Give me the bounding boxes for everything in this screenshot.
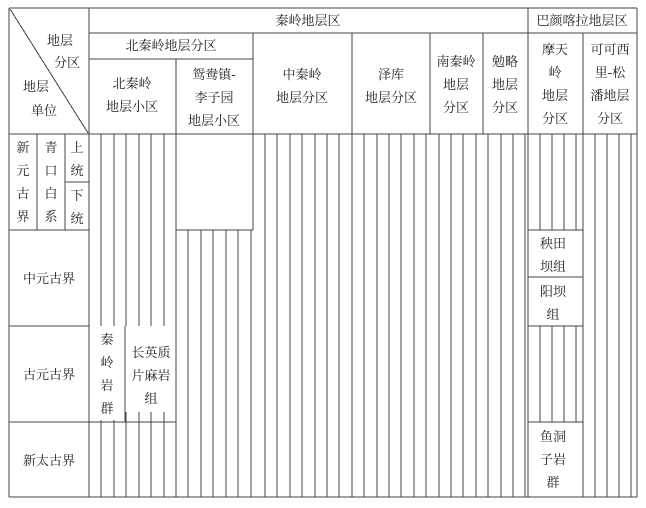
col-zeku-2: 地层分区: [364, 91, 418, 106]
qinling-group-char-4: 群: [100, 402, 114, 417]
col-north-small-2: 地层小区: [105, 100, 159, 115]
region-qinling-header: 秦岭地层区: [275, 14, 341, 29]
neoproterozoic-char-3: 古: [16, 187, 30, 202]
col-mianlue-2: 地层: [491, 78, 519, 93]
col-north-small-1: 北秦岭: [112, 77, 152, 92]
paleoproterozoic-label: 古元古界: [22, 368, 76, 383]
qingbaikou-char-3: 白: [44, 187, 58, 202]
yangtianba-line-2: 坝组: [539, 260, 567, 275]
yangba-line-1: 阳坝: [539, 285, 567, 300]
qinling-group-char-3: 岩: [100, 379, 114, 394]
changying-line-1: 长英质: [131, 346, 171, 361]
qingbaikou-char-1: 青: [44, 141, 58, 156]
subregion-north-header: 北秦岭地层分区: [125, 39, 217, 54]
col-mianlue-3: 分区: [491, 101, 519, 116]
col-motian-2: 岭: [548, 66, 562, 81]
corner-top-label-2: 分区: [53, 56, 81, 71]
mesoproterozoic-label: 中元古界: [22, 272, 76, 287]
col-kekexili-3: 潘地层: [590, 89, 630, 104]
yudongzi-line-1: 鱼洞: [539, 430, 567, 445]
col-kekexili-2: 里-松: [594, 66, 626, 81]
neoarchean-label: 新太古界: [22, 454, 76, 469]
col-yuanyang-2: 李子园: [194, 91, 234, 106]
col-motian-3: 地层: [541, 89, 569, 104]
col-middle-1: 中秦岭: [282, 68, 322, 83]
col-yuanyang-3: 地层小区: [187, 114, 241, 129]
col-south-1: 南秦岭: [436, 55, 476, 70]
col-south-3: 分区: [442, 101, 470, 116]
col-motian-1: 摩天: [541, 43, 569, 58]
col-kekexili-4: 分区: [596, 112, 624, 127]
qinling-group-char-2: 岭: [100, 356, 114, 371]
yangba-line-2: 组: [546, 308, 560, 323]
col-south-2: 地层: [442, 78, 470, 93]
yudongzi-line-2: 子岩: [539, 453, 567, 468]
col-kekexili-1: 可可西: [590, 43, 630, 58]
neoproterozoic-char-4: 界: [16, 210, 30, 225]
lower-series-char-2: 统: [70, 212, 84, 227]
corner-top-label-1: 地层: [46, 34, 74, 49]
qingbaikou-char-2: 口: [44, 164, 58, 179]
corner-bottom-label-2: 单位: [30, 104, 58, 119]
col-yuanyang-1: 鸳鸯镇-: [192, 68, 236, 83]
corner-bottom-label-1: 地层: [22, 80, 50, 95]
changying-line-3: 组: [144, 392, 158, 407]
col-middle-2: 地层分区: [275, 91, 329, 106]
yangtianba-line-1: 秧田: [539, 237, 567, 252]
col-motian-4: 分区: [541, 112, 569, 127]
lower-series-char-1: 下: [70, 189, 84, 204]
upper-series-char-2: 统: [70, 164, 84, 179]
col-zeku-1: 泽库: [377, 68, 405, 83]
qingbaikou-char-4: 系: [44, 210, 58, 225]
neoproterozoic-char-1: 新: [16, 141, 30, 156]
yudongzi-line-3: 群: [546, 476, 560, 491]
region-bayan-header: 巴颜喀拉地层区: [536, 14, 628, 29]
neoproterozoic-char-2: 元: [16, 164, 30, 179]
upper-series-char-1: 上: [70, 141, 84, 156]
col-mianlue-1: 勉略: [491, 55, 519, 70]
changying-line-2: 片麻岩: [131, 369, 171, 384]
qinling-group-char-1: 秦: [100, 333, 114, 348]
